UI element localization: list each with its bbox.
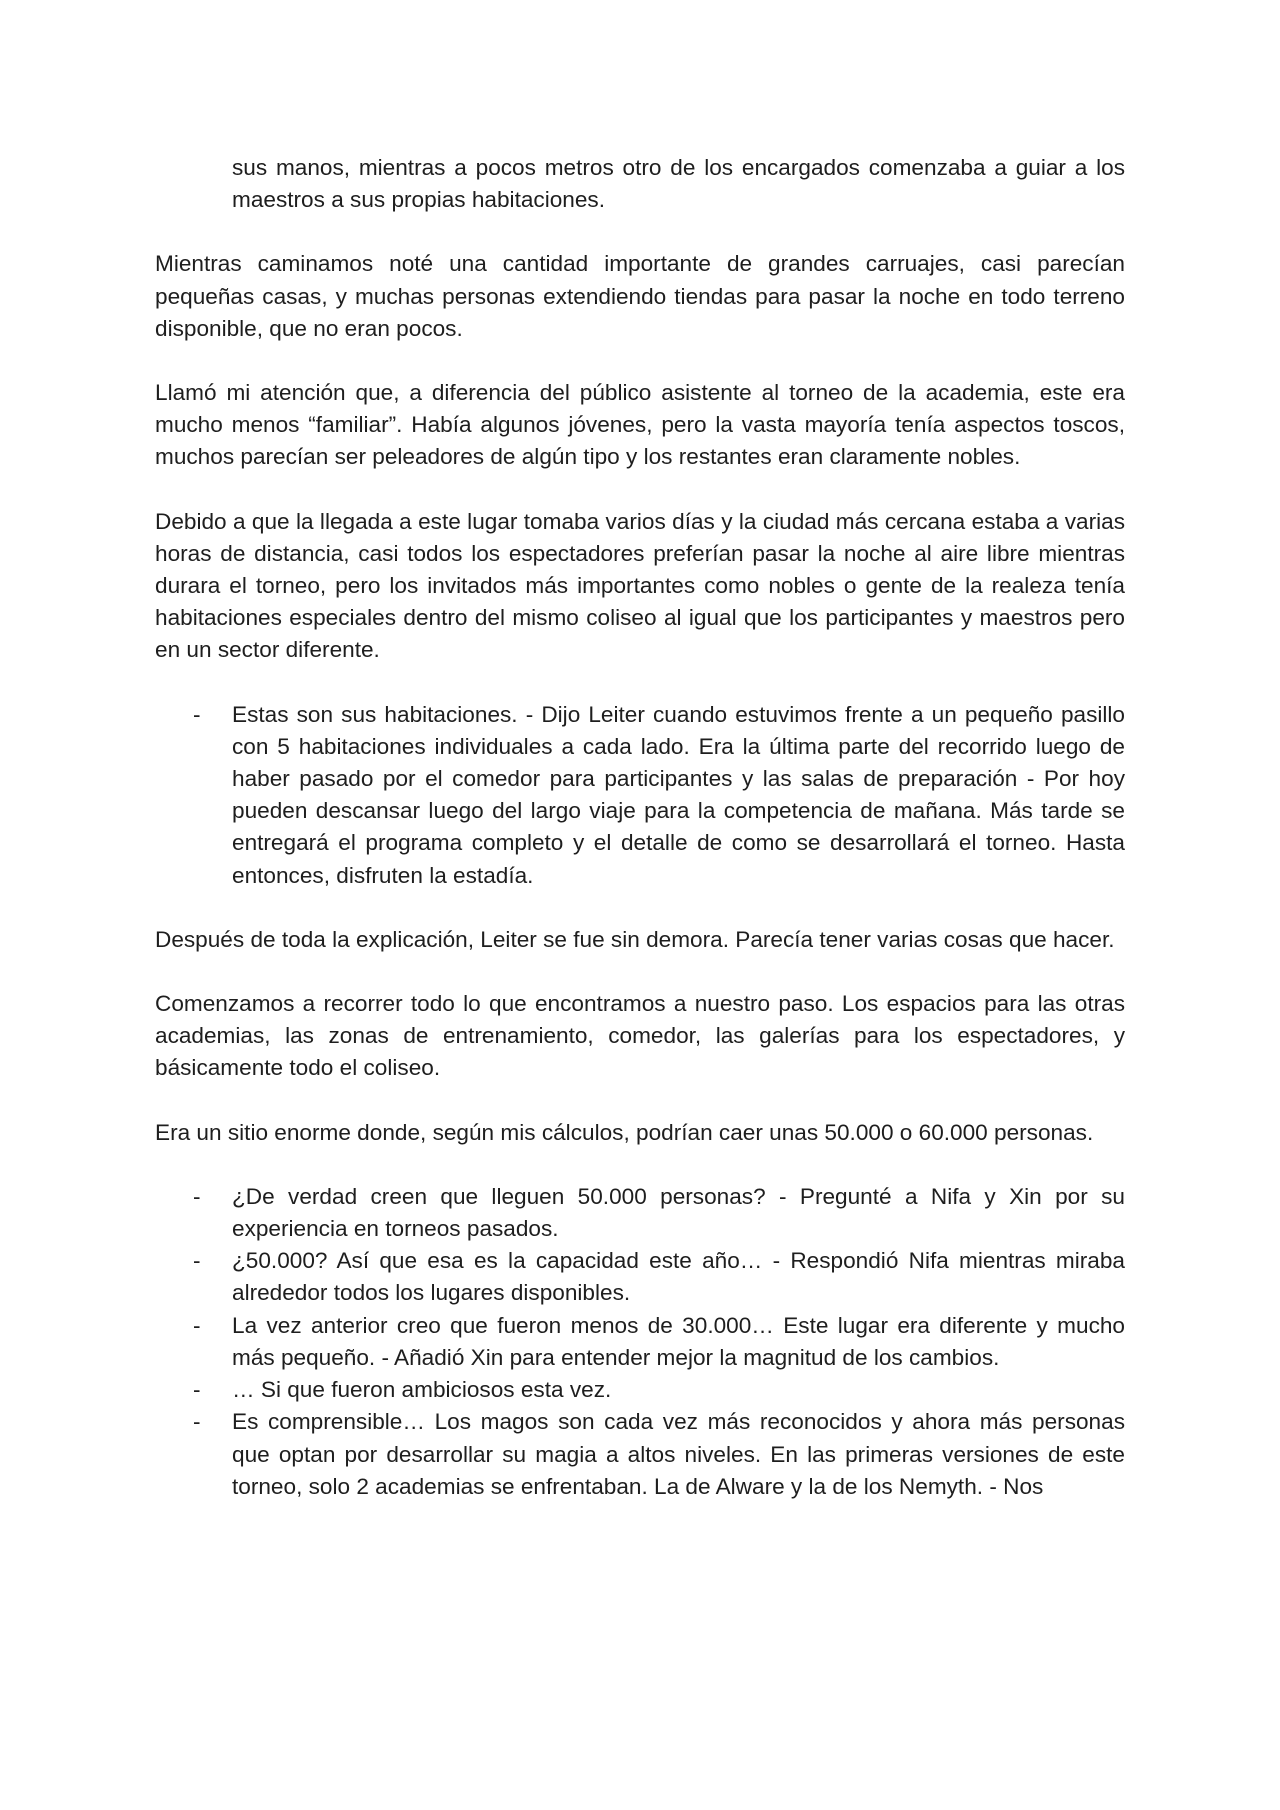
dialogue-line xyxy=(155,699,1125,892)
dialogue-line xyxy=(155,1310,1125,1374)
dialogue-text: … Si que fueron ambiciosos esta vez. xyxy=(232,1377,612,1403)
dialogue-dash: - xyxy=(193,1312,201,1338)
paragraph-audience: Llamó mi atención que, a diferencia del público asistente al torneo de la academia, este era mucho menos “familiar”. Había algunos jóvenes, pero la vasta mayoría tenía aspectos toscos, muchos parecían ser peleadores de algún tipo y los restantes eran claramente nobles. xyxy=(155,380,1125,470)
dialogue-text: La vez anterior creo que fueron menos de 30.000… Este lugar era diferente y mucho más pequeño. - Añadió Xin para entender mejor la magnitud de los cambios. xyxy=(232,1312,1125,1370)
document-page xyxy=(155,152,1125,1535)
dialogue-dash: - xyxy=(193,1248,201,1274)
dialogue-text: ¿50.000? Así que esa es la capacidad este año… - Respondió Nifa mientras miraba alrededor todos los lugares disponibles. xyxy=(232,1248,1125,1306)
paragraph-capacity: Era un sitio enorme donde, según mis cálculos, podrían caer unas 50.000 o 60.000 personas. xyxy=(155,1119,1094,1145)
dialogue-leiter xyxy=(155,699,1125,892)
paragraph-lodging: Debido a que la llegada a este lugar tomaba varios días y la ciudad más cercana estaba a varias horas de distancia, casi todos los espectadores preferían pasar la noche al aire libre mientras durara el torneo, pero los invitados más importantes como nobles o gente de la realeza tenía habitaciones especiales dentro del mismo coliseo al igual que los participantes y maestros pero en un sector diferente. xyxy=(155,508,1125,663)
dialogue-text: ¿De verdad creen que lleguen 50.000 personas? - Pregunté a Nifa y Xin por su experiencia en torneos pasados. xyxy=(232,1183,1125,1242)
dialogue-text: Es comprensible… Los magos son cada vez más reconocidos y ahora más personas que optan por desarrollar su magia a altos niveles. En las primeras versiones de este torneo, solo 2 academias se enfrentaban. La de Alware y la de los Nemyth. - Nos xyxy=(232,1409,1125,1499)
dialogue-line xyxy=(155,1374,1125,1406)
dialogue-dash: - xyxy=(193,1377,201,1403)
dialogue-text: Estas son sus habitaciones. - Dijo Leiter cuando estuvimos frente a un pequeño pasillo con 5 habitaciones individuales a cada lado. Era la última parte del recorrido luego de haber pasado por el comedor para participantes y las salas de preparación - Por hoy pueden descansar luego del largo viaje para la competencia de mañana. Más tarde se entregará el programa completo y el detalle de como se desarrollará el torneo. Hasta entonces, disfruten la estadía. xyxy=(232,701,1125,888)
dialogue-dash: - xyxy=(193,1409,201,1435)
dialogue-line xyxy=(155,1406,1125,1503)
dialogue-line xyxy=(155,1181,1125,1245)
dialogue-capacity xyxy=(155,1181,1125,1503)
dialogue-line xyxy=(155,1245,1125,1309)
paragraph-exploring: Comenzamos a recorrer todo lo que encontramos a nuestro paso. Los espacios para las otras academias, las zonas de entrenamiento, comedor, las galerías para los espectadores, y básicamente todo el coliseo. xyxy=(155,991,1125,1081)
dialogue-dash: - xyxy=(193,701,201,727)
paragraph-carriages: Mientras caminamos noté una cantidad importante de grandes carruajes, casi parecían pequeñas casas, y muchas personas extendiendo tiendas para pasar la noche en todo terreno disponible, que no eran pocos. xyxy=(155,251,1125,341)
paragraph-continuation: sus manos, mientras a pocos metros otro de los encargados comenzaba a guiar a los maestros a sus propias habitaciones. xyxy=(232,155,1125,213)
dialogue-dash: - xyxy=(193,1183,201,1209)
paragraph-leiter-leaves: Después de toda la explicación, Leiter se fue sin demora. Parecía tener varias cosas que hacer. xyxy=(155,926,1115,952)
